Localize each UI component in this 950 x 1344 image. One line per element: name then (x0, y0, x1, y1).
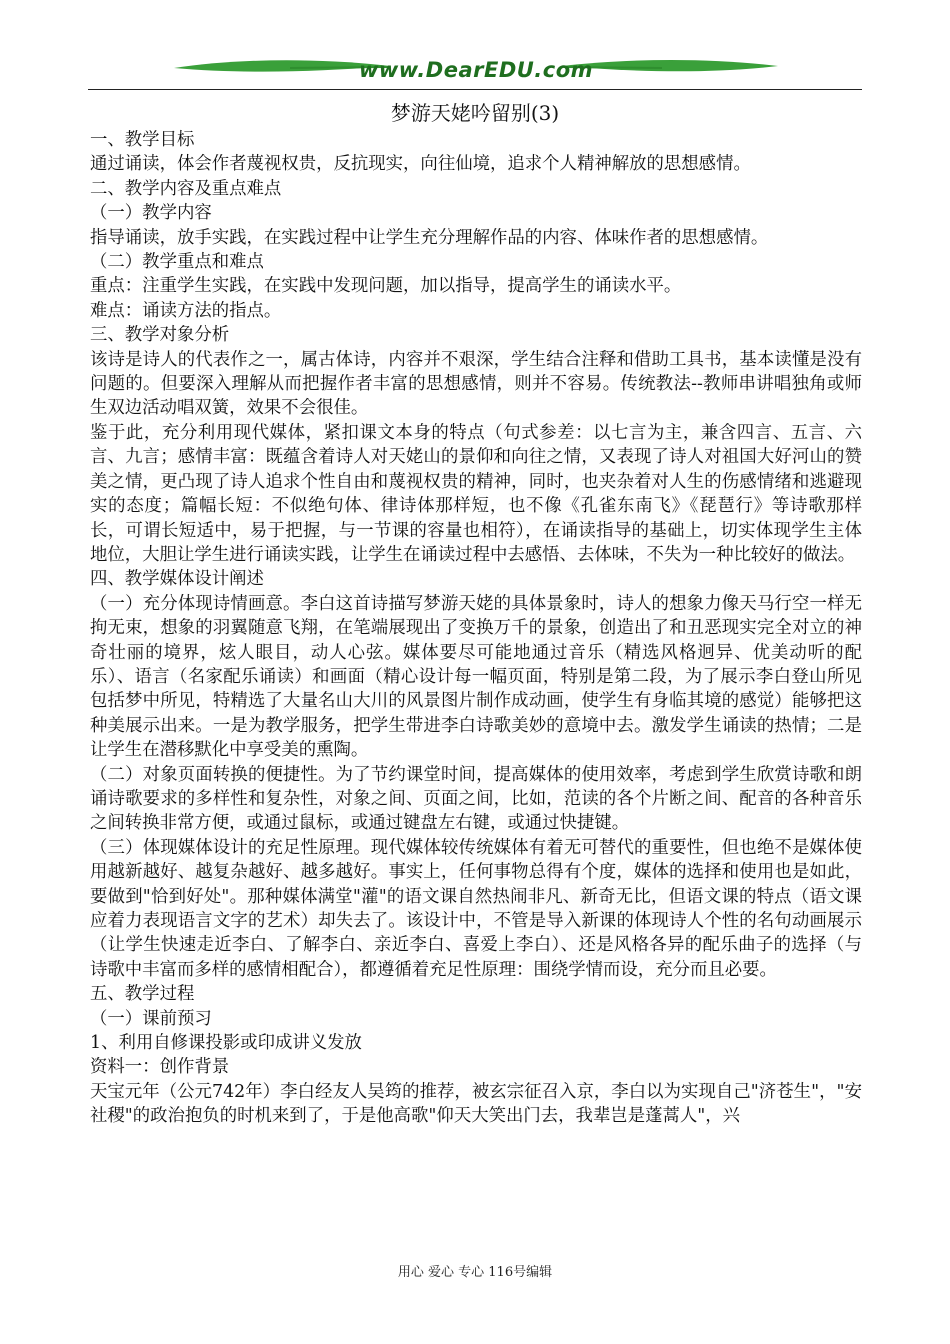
site-url[interactable]: www.DearEDU.com (358, 58, 594, 82)
paragraph: 通过诵读，体会作者蔑视权贵，反抗现实，向往仙境，追求个人精神解放的思想感情。 (90, 154, 751, 175)
paragraph: 资料一：创作背景 (90, 1057, 230, 1078)
site-banner (170, 54, 782, 90)
section-heading: 三、教学对象分析 (90, 325, 230, 346)
header-rule (88, 89, 862, 90)
document-title: 梦游天姥吟留别(3) (390, 101, 560, 125)
paragraph: 1、利用自修课投影或印成讲义发放 (90, 1033, 362, 1054)
paragraph: 天宝元年（公元742年）李白经友人吴筠的推荐，被玄宗征召入京，李白以为实现自己"济苍生"，"安社稷"的政治抱负的时机来到了，于是他高歌"仰天大笑出门去，我辈岂是蓬蒿人"，兴 (90, 1081, 862, 1127)
paragraph: 难点：诵读方法的指点。 (90, 300, 282, 321)
section-heading: 五、教学过程 (90, 984, 195, 1005)
section-heading: 一、教学目标 (90, 130, 195, 150)
paragraph: （二）对象页面转换的便捷性。为了节约课堂时间，提高媒体的使用效率，考虑到学生欣赏诗歌和朗诵诗歌要求的多样性和复杂性，对象之间、页面之间，比如，范读的各个片断之间、配音的各种音乐之间转换非常方便，或通过鼠标，或通过键盘左右键，或通过快捷键。 (90, 764, 862, 834)
paragraph: 鉴于此，充分利用现代媒体，紧扣课文本身的特点（句式参差：以七言为主，兼含四言、五言、六言、九言；感情丰富：既蕴含着诗人对天姥山的景仰和向往之情，又表现了诗人对祖国大好河山的赞美之情，更凸现了诗人追求个性自由和蔑视权贵的精神，同时，也夹杂着对人生的伤感情绪和逃避现实的态度；篇幅长短：不似绝句体、律诗体那样短，也不像《孔雀东南飞》《琵琶行》等诗歌那样长，可谓长短适中，易于把握，与一节课的容量也相符），在诵读指导的基础上，切实体现学生主体地位，大胆让学生进行诵读实践，让学生在诵读过程中去感悟、去体味，不失为一种比较好的做法。 (90, 422, 862, 565)
section-heading: 四、教学媒体设计阐述 (90, 569, 264, 590)
section-heading: 二、教学内容及重点难点 (90, 178, 282, 199)
document-body (90, 128, 862, 1129)
paragraph: 重点：注重学生实践，在实践中发现问题，加以指导，提高学生的诵读水平。 (90, 276, 682, 297)
paragraph: （一）充分体现诗情画意。李白这首诗描写梦游天姥的具体景象时，诗人的想象力像天马行空一样无拘无束，想象的羽翼随意飞翔，在笔端展现出了变换万千的景象，创造出了和丑恶现实完全对立的神奇壮丽的境界，炫人眼目，动人心弦。媒体要尽可能地通过音乐（精选风格迥异、优美动听的配乐）、语言（名家配乐诵读）和画面（精心设计每一幅页面，特别是第二段，为了展示李白登山所见包括梦中所见，特精选了大量名山大川的风景图片制作成动画，使学生有身临其境的感觉）能够把这种美展示出来。一是为教学服务，把学生带进李白诗歌美妙的意境中去。激发学生诵读的热情；二是让学生在潜移默化中享受美的熏陶。 (90, 593, 862, 761)
subsection-heading: （一）课前预习 (90, 1008, 212, 1029)
page-footer: 用心 爱心 专心 116号编辑 (397, 1265, 553, 1280)
subsection-heading: （二）教学重点和难点 (90, 252, 264, 273)
subsection-heading: （一）教学内容 (90, 203, 212, 224)
paragraph: （三）体现媒体设计的充足性原理。现代媒体较传统媒体有着无可替代的重要性，但也绝不是媒体使用越新越好、越复杂越好、越多越好。事实上，任何事物总得有个度，媒体的选择和使用也是如此，要做到"恰到好处"。那种媒体满堂"灌"的语文课自然热闹非凡、新奇无比，但语文课的特点（语文课应着力表现语言文字的艺术）却失去了。该设计中，不管是导入新课的体现诗人个性的名句动画展示（让学生快速走近李白、了解李白、亲近李白、喜爱上李白）、还是风格各异的配乐曲子的选择（与诗歌中丰富而多样的感情相配合），都遵循着充足性原理：围绕学情而设，充分而且必要。 (90, 837, 862, 980)
paragraph: 该诗是诗人的代表作之一，属古体诗，内容并不艰深，学生结合注释和借助工具书，基本读懂是没有问题的。但要深入理解从而把握作者丰富的思想感情，则并不容易。传统教法--教师串讲唱独角或师生双边活动唱双簧，效果不会很佳。 (90, 349, 862, 419)
paragraph: 指导诵读，放手实践，在实践过程中让学生充分理解作品的内容、体味作者的思想感情。 (90, 227, 769, 248)
